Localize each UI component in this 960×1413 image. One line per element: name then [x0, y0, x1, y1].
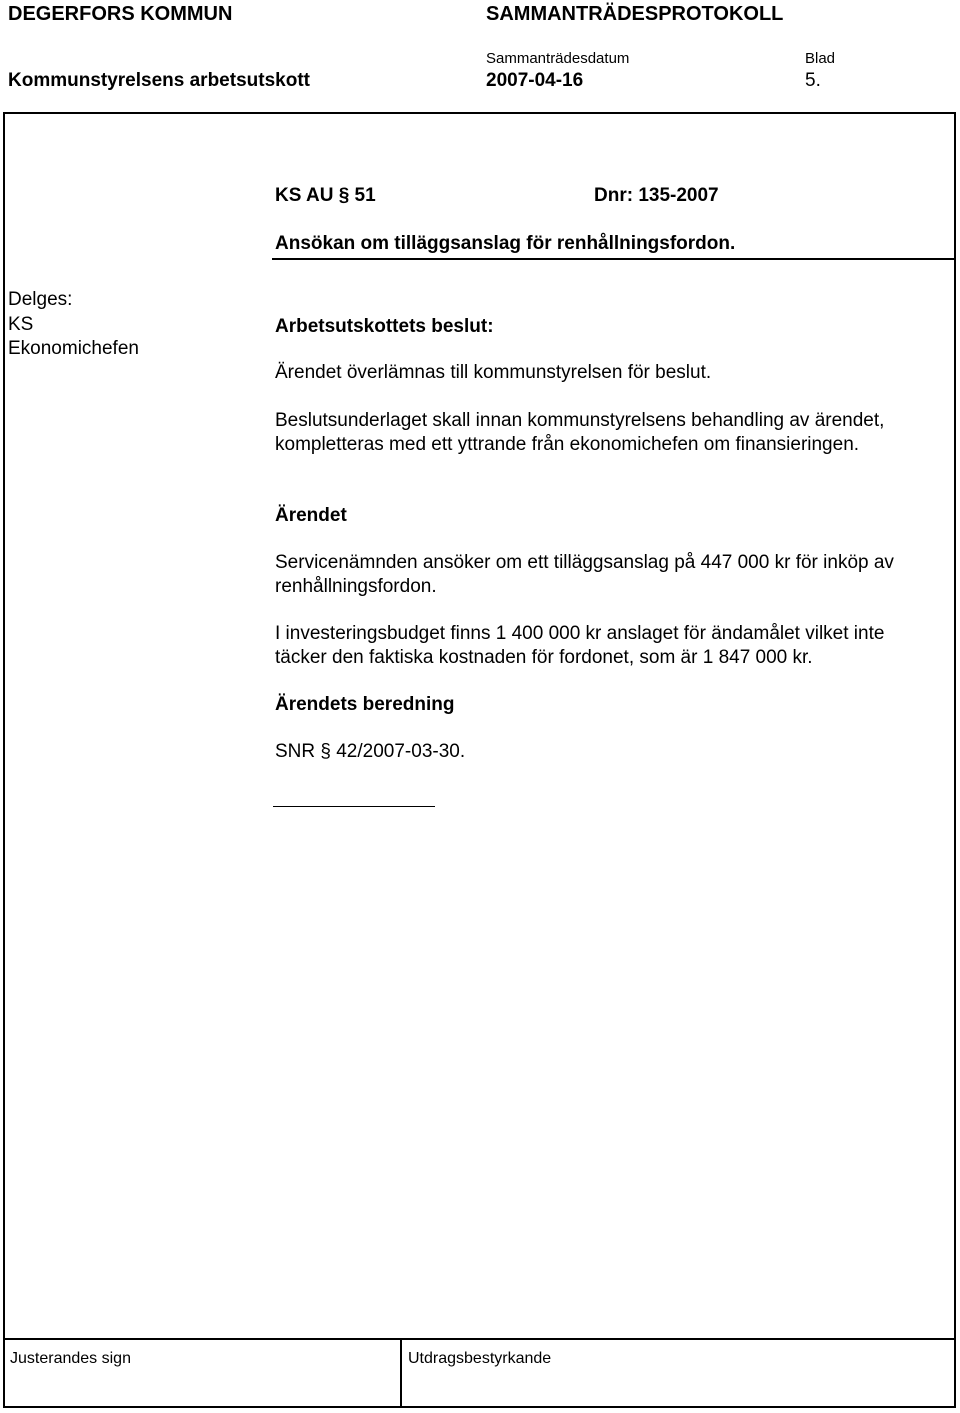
footer-column-divider	[400, 1338, 402, 1408]
signature-label: Justerandes sign	[10, 1350, 131, 1367]
matter-text: renhållningsfordon.	[275, 576, 437, 597]
title-underline	[272, 258, 955, 260]
diary-number: Dnr: 135-2007	[594, 185, 719, 206]
committee-name: Kommunstyrelsens arbetsutskott	[8, 70, 310, 91]
page-frame	[3, 112, 956, 1408]
decision-heading: Arbetsutskottets beslut:	[275, 316, 494, 337]
page-number: 5.	[805, 70, 821, 91]
municipality-name: DEGERFORS KOMMUN	[8, 3, 233, 25]
distribution-label: Delges:	[8, 289, 73, 310]
matter-heading: Ärendet	[275, 505, 347, 526]
matter-text: Servicenämnden ansöker om ett tilläggsanslag på 447 000 kr för inköp av	[275, 552, 894, 573]
preparation-heading: Ärendets beredning	[275, 694, 455, 715]
decision-text: Ärendet överlämnas till kommunstyrelsen för beslut.	[275, 362, 712, 383]
case-title: Ansökan om tilläggsanslag för renhållningsfordon.	[275, 233, 736, 254]
meeting-date: 2007-04-16	[486, 70, 584, 91]
recipient: Ekonomichefen	[8, 338, 139, 359]
paragraph-number: KS AU § 51	[275, 185, 376, 206]
preparation-reference: SNR § 42/2007-03-30.	[275, 741, 466, 762]
document-type: SAMMANTRÄDESPROTOKOLL	[486, 3, 784, 25]
footer-divider	[3, 1338, 956, 1340]
extract-certification-label: Utdragsbestyrkande	[408, 1350, 552, 1367]
decision-text: kompletteras med ett yttrande från ekonomichefen om finansieringen.	[275, 434, 860, 455]
recipient: KS	[8, 314, 34, 335]
meeting-date-label: Sammanträdesdatum	[486, 50, 630, 67]
page-label: Blad	[805, 50, 836, 67]
matter-text: täcker den faktiska kostnaden för fordonet, som är 1 847 000 kr.	[275, 647, 813, 668]
decision-text: Beslutsunderlaget skall innan kommunstyrelsens behandling av ärendet,	[275, 410, 885, 431]
matter-text: I investeringsbudget finns 1 400 000 kr anslaget för ändamålet vilket inte	[275, 623, 885, 644]
end-rule	[273, 806, 435, 807]
